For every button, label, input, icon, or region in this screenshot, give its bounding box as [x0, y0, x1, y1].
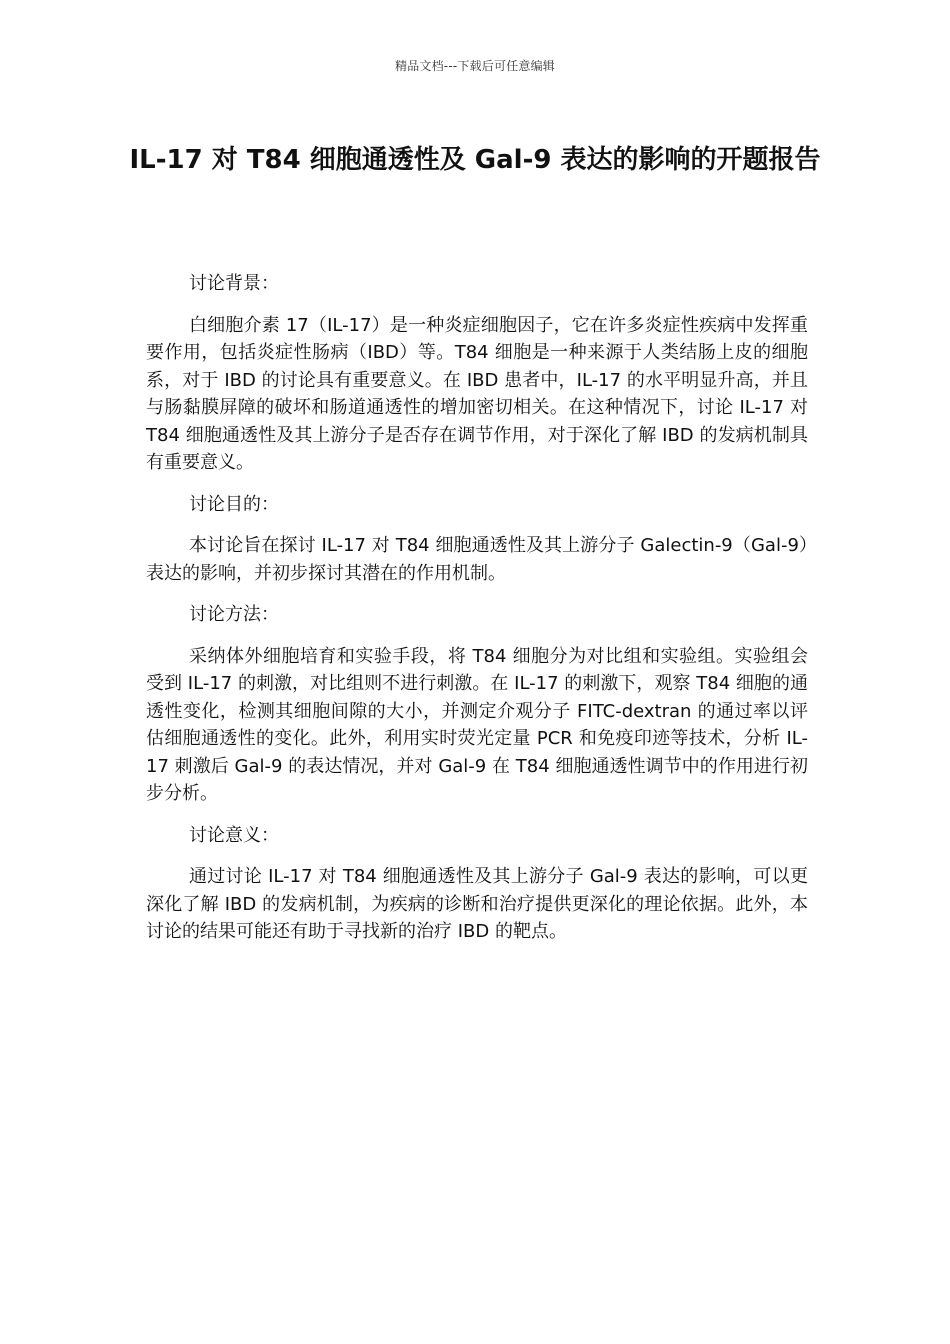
- section-heading-purpose: 讨论目的：: [189, 493, 279, 515]
- document-title: IL-17 对 T84 细胞通透性及 Gal-9 表达的影响的开题报告: [129, 145, 821, 175]
- section-heading-background: 讨论背景：: [189, 273, 279, 294]
- document-body: [146, 270, 808, 960]
- section-paragraph-significance: 通过讨论 IL-17 对 T84 细胞通透性及其上游分子 Gal-9 表达的影响，可以更深化了解 IBD 的发病机制，为疾病的诊断和治疗提供更深化的理论依据。此外，本讨论的结果可能还有助于寻找新的治疗 IBD 的靶点。: [146, 866, 808, 942]
- section-paragraph-methods: 采纳体外细胞培育和实验手段，将 T84 细胞分为对比组和实验组。实验组会受到 IL-17 的刺激，对比组则不进行刺激。在 IL-17 的刺激下，观察 T84 细胞的通透性变化，检测其细胞间隙的大小，并测定介观分子 FITC-dextran 的通过率以评估细胞通透性的变化。此外，利用实时荧光定量 PCR 和免疫印迹等技术，分析 IL-17 刺激后 Gal-9 的表达情况，并对 Gal-9 在 T84 细胞通透性调节中的作用进行初步分析。: [146, 645, 808, 804]
- section-heading-methods: 讨论方法：: [189, 604, 279, 625]
- section-paragraph-background: 白细胞介素 17（IL-17）是一种炎症细胞因子，它在许多炎症性疾病中发挥重要作用，包括炎症性肠病（IBD）等。T84 细胞是一种来源于人类结肠上皮的细胞系，对于 IBD 的讨论具有重要意义。在 IBD 患者中，IL-17 的水平明显升高，并且与肠黏膜屏障的破坏和肠道通透性的增加密切相关。在这种情况下，讨论 IL-17 对 T84 细胞通透性及其上游分子是否存在调节作用，对于深化了解 IBD 的发病机制具有重要意义。: [146, 314, 808, 473]
- header-note: 精品文档---下载后可任意编辑: [395, 59, 555, 73]
- section-heading-significance: 讨论意义：: [189, 824, 279, 846]
- section-paragraph-purpose: 本讨论旨在探讨 IL-17 对 T84 细胞通透性及其上游分子 Galectin-9（Gal-9）表达的影响，并初步探讨其潜在的作用机制。: [146, 535, 808, 584]
